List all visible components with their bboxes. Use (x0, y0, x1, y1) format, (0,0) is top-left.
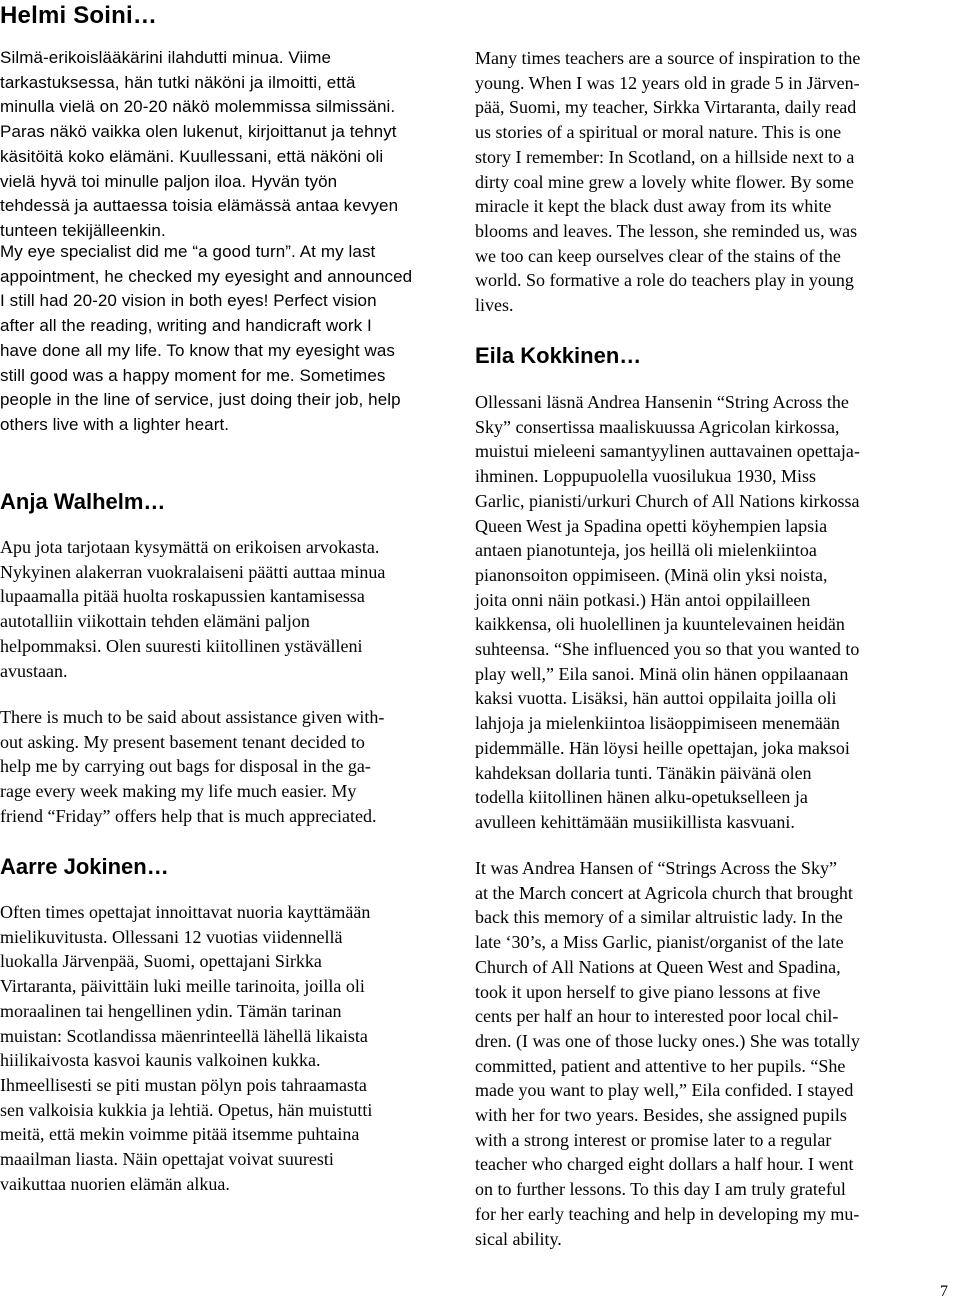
text-line: suhteensa. “She influenced you so that you wanted to (475, 639, 860, 660)
eila-english-paragraph (475, 856, 860, 1251)
text-line: help me by carrying out bags for disposal in the ga- (0, 756, 371, 777)
text-line: dirty coal mine grew a lovely white flower. By some (475, 171, 854, 192)
text-line: friend “Friday” offers help that is much appreciated. (0, 805, 377, 826)
text-line: story I remember: In Scotland, on a hillside next to a (475, 146, 855, 167)
text-line: mielikuvitusta. Ollessani 12 vuotias viidennellä (0, 926, 343, 947)
text-line: hiilikaivosta kasvoi kaunis valkoinen kukka. (0, 1050, 321, 1071)
text-line: sical ability. (475, 1228, 562, 1249)
text-line: back this memory of a similar altruistic lady. In the (475, 907, 843, 928)
text-line: joita onni näin potkasi.) Hän antoi oppilailleen (475, 589, 811, 610)
text-line: There is much to be said about assistance given with- (0, 707, 385, 727)
eila-finnish-paragraph (475, 390, 860, 835)
text-line: helpommaksi. Olen suuresti kiitollinen ystävälleni (0, 635, 363, 656)
text-line: appointment, he checked my eyesight and announced (0, 266, 413, 286)
text-line: kaikkensa, oli huolellinen ja kuuntelevainen heidän (475, 614, 845, 635)
text-line: at the March concert at Agricola church that brought (475, 882, 853, 903)
text-line: Paras näkö vaikka olen lukenut, kirjoittanut ja tehnyt (0, 122, 397, 142)
text-line: us stories of a spiritual or moral nature. This is one (475, 122, 842, 143)
text-line: Silmä-erikoislääkärini ilahdutti minua. Viime (0, 48, 332, 67)
text-line: young. When I was 12 years old in grade 5 in Järven- (475, 72, 860, 93)
text-line: world. So formative a role do teachers play in young (475, 270, 854, 291)
text-line: lives. (475, 295, 514, 316)
helmi-finnish-paragraph (0, 46, 398, 244)
aarre-finnish-paragraph (0, 900, 372, 1196)
text-line: I still had 20-20 vision in both eyes! Perfect vision (0, 291, 377, 311)
text-line: others live with a lighter heart. (0, 414, 230, 434)
text-line: Many times teachers are a source of inspiration to the (475, 48, 861, 68)
text-line: muistui mieleeni samantyylinen auttavainen opettaja- (475, 441, 860, 462)
text-line: autotalliin viikottain tehden elämäni paljon (0, 611, 310, 632)
text-line: play well,” Eila sanoi. Minä olin hänen oppilaanaan (475, 663, 849, 684)
text-line: It was Andrea Hansen of “Strings Across the Sky” (475, 858, 837, 878)
heading-helmi-soini: Helmi Soini… (0, 2, 158, 29)
text-line: avulleen kehittämään musiikillista kasvuani. (475, 811, 795, 832)
text-line: with a strong interest or promise later to a regular (475, 1129, 832, 1150)
text-line: antaen pianotunteja, jos heillä oli mielenkiintoa (475, 540, 817, 561)
text-line: with her for two years. Besides, she assigned pupils (475, 1105, 847, 1126)
text-line: meitä, että mekin voimme pitää itsemme puhtaina (0, 1124, 360, 1145)
text-line: Often times opettajat innoittavat nuoria kayttämään (0, 902, 371, 922)
heading-eila-kokkinen: Eila Kokkinen… (475, 343, 642, 368)
text-line: kaksi vuotta. Lisäksi, hän auttoi oppilaita joilla oli (475, 688, 837, 709)
text-line: My eye specialist did me “a good turn”. At my last (0, 242, 376, 261)
text-line: vielä hyvä toi minulle paljon iloa. Hyvän työn (0, 171, 338, 191)
text-line: pianonsoiton oppimiseen. (Minä olin yksi noista, (475, 564, 828, 585)
text-line: tunteen tekijälleenkin. (0, 220, 166, 240)
text-line: cents per half an hour to interested poor local chil- (475, 1006, 839, 1027)
text-line: pidemmälle. Hän löysi heille opettajan, joka maksoi (475, 737, 850, 758)
text-line: Sky” consertissa maaliskuussa Agricolan kirkossa, (475, 416, 840, 437)
text-line: Nykyinen alakerran vuokralaiseni päätti auttaa minua (0, 561, 386, 582)
heading-aarre-jokinen: Aarre Jokinen… (0, 854, 169, 879)
text-line: käsitöitä koko elämäni. Kuullessani, että näköni oli (0, 146, 384, 166)
text-line: luokalla Järvenpää, Suomi, opettajani Sirkka (0, 951, 322, 972)
text-line: made you want to play well,” Eila confided. I stayed (475, 1080, 854, 1101)
text-line: lupaamalla pitää huolta roskapussien kantamisessa (0, 586, 365, 607)
aarre-english-paragraph (475, 46, 860, 318)
heading-anja-walhelm: Anja Walhelm… (0, 489, 166, 514)
text-line: miracle it kept the black dust away from its white (475, 196, 832, 217)
text-line: out asking. My present basement tenant decided to (0, 731, 365, 752)
text-line: late ‘30’s, a Miss Garlic, pianist/organist of the late (475, 932, 844, 953)
text-line: muistan: Scotlandissa mäenrinteellä lähellä likaista (0, 1025, 368, 1046)
text-line: todella kiitollinen hänen alku-opetukselleen ja (475, 787, 808, 808)
text-line: sen valkoisia kukkia ja lehtiä. Opetus, hän muistutti (0, 1099, 373, 1120)
text-line: took it upon herself to give piano lessons at five (475, 981, 821, 1002)
text-line: for her early teaching and help in developing my mu- (475, 1203, 860, 1224)
text-line: tarkastuksessa, hän tutki näköni ja ilmoitti, että (0, 72, 356, 92)
text-line: vaikuttaa nuorien elämän alkua. (0, 1173, 230, 1194)
text-line: people in the line of service, just doing their job, help (0, 390, 401, 410)
text-line: Garlic, pianisti/urkuri Church of All Nations kirkossa (475, 490, 860, 511)
text-line: after all the reading, writing and handicraft work I (0, 316, 372, 336)
text-line: Church of All Nations at Queen West and Spadina, (475, 956, 841, 977)
text-line: teacher who charged eight dollars a half hour. I went (475, 1154, 854, 1175)
text-line: dren. (I was one of those lucky ones.) She was totally (475, 1030, 860, 1051)
page-number: 7 (940, 1283, 948, 1300)
text-line: Virtaranta, päivittäin luki meille tarinoita, joilla oli (0, 976, 365, 997)
text-line: committed, patient and attentive to her pupils. “She (475, 1055, 846, 1076)
text-line: still good was a happy moment for me. Sometimes (0, 365, 386, 385)
anja-english-paragraph (0, 705, 384, 829)
text-line: maailman liasta. Näin opettajat voivat suuresti (0, 1149, 334, 1170)
text-line: lahjoja ja mielenkiintoa lisäoppimiseen menemään (475, 713, 840, 734)
text-line: Ollessani läsnä Andrea Hansenin “String Across the (475, 392, 849, 412)
text-line: on to further lessons. To this day I am truly grateful (475, 1179, 846, 1200)
text-line: moraalinen tai hengellinen ydin. Tämän tarinan (0, 1000, 342, 1021)
text-line: pää, Suomi, my teacher, Sirkka Virtaranta, daily read (475, 97, 857, 118)
helmi-english-paragraph (0, 240, 412, 438)
text-line: tehdessä ja auttaessa toisia elämässä antaa kevyen (0, 196, 399, 216)
text-line: kahdeksan dollaria tunti. Tänäkin päivänä olen (475, 762, 812, 783)
text-line: have done all my life. To know that my eyesight was (0, 340, 396, 360)
text-line: ihminen. Loppupuolella vuosilukua 1930, Miss (475, 466, 816, 487)
text-line: rage every week making my life much easier. My (0, 781, 357, 802)
text-line: we too can keep ourselves clear of the stains of the (475, 245, 841, 266)
text-line: Ihmeellisesti se piti mustan pölyn pois tahraamasta (0, 1074, 367, 1095)
text-line: minulla vielä on 20-20 näkö molemmissa silmissäni. (0, 97, 396, 117)
anja-finnish-paragraph (0, 535, 385, 683)
text-line: Queen West ja Spadina opetti köyhempien lapsia (475, 515, 828, 536)
text-line: Apu jota tarjotaan kysymättä on erikoisen arvokasta. (0, 537, 380, 557)
text-line: blooms and leaves. The lesson, she reminded us, was (475, 220, 858, 241)
text-line: avustaan. (0, 660, 68, 681)
